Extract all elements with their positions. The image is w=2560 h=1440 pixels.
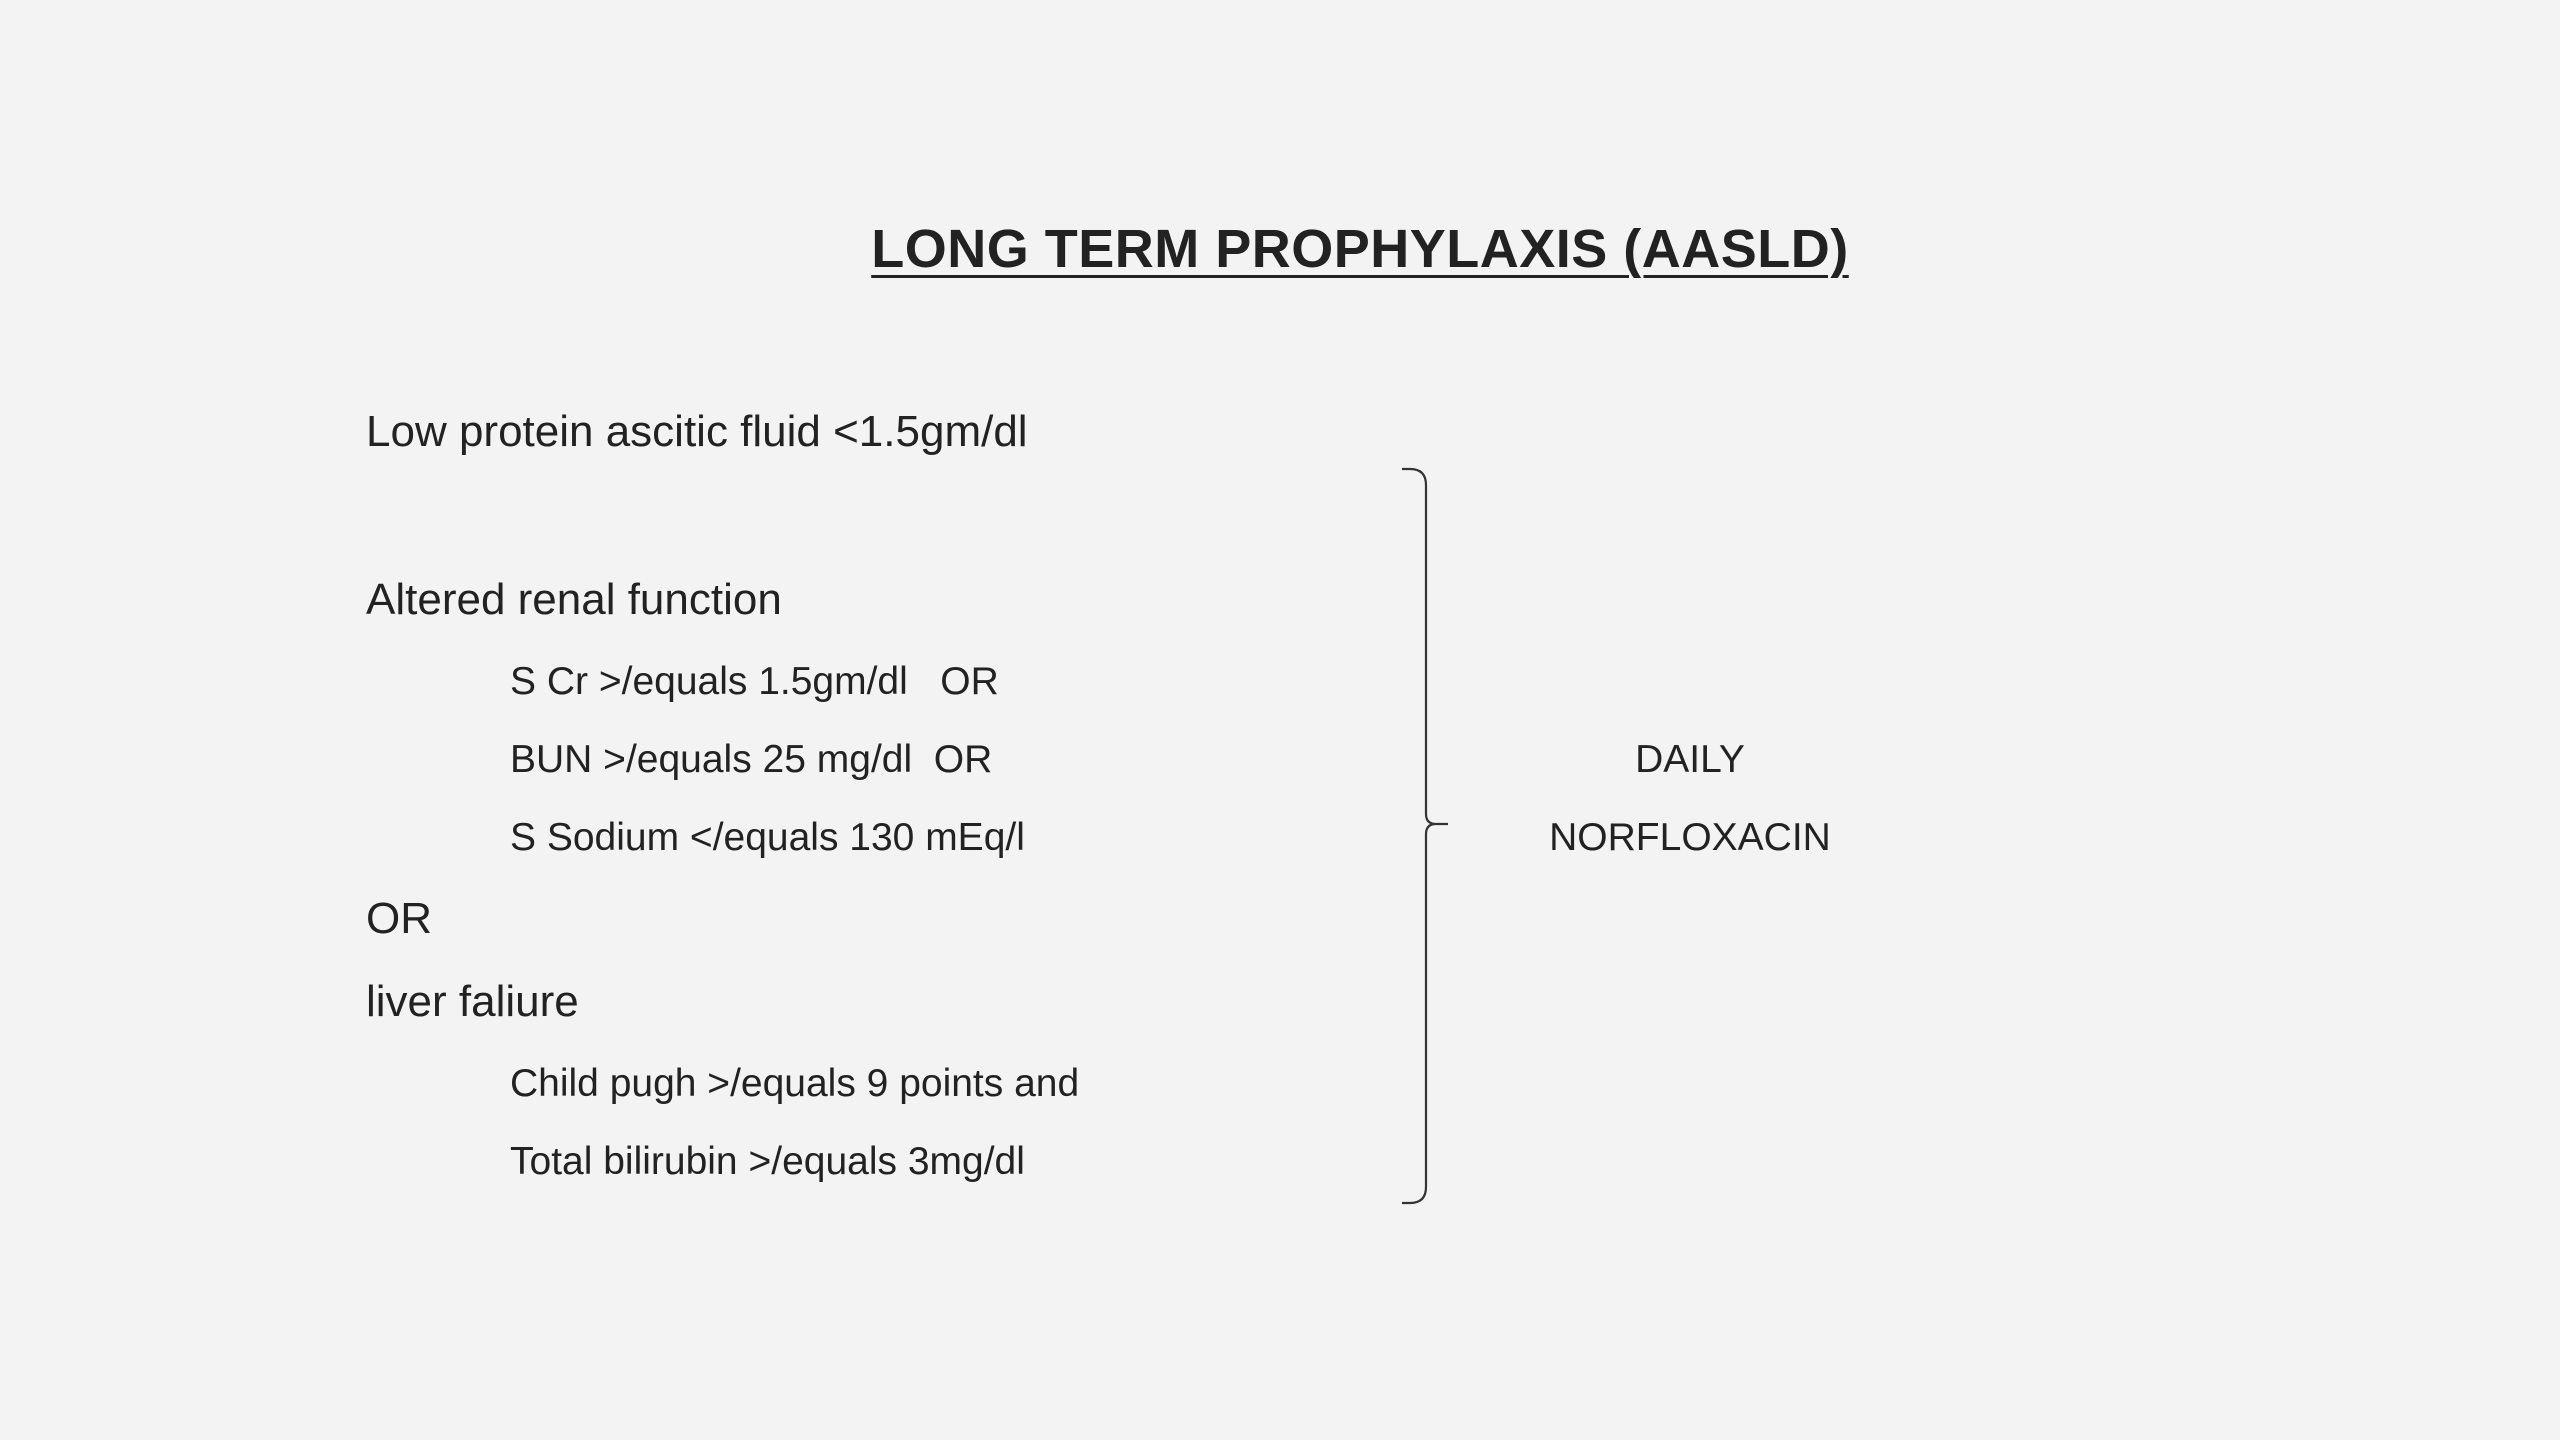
liver-item-child-pugh: Child pugh >/equals 9 points and bbox=[510, 1062, 1080, 1105]
renal-item-sodium: S Sodium </equals 130 mEq/l bbox=[510, 816, 1025, 859]
liver-item-bilirubin: Total bilirubin >/equals 3mg/dl bbox=[510, 1140, 1025, 1183]
renal-item-bun: BUN >/equals 25 mg/dl OR bbox=[510, 738, 993, 781]
liver-failure-heading: liver faliure bbox=[366, 977, 579, 1026]
slide-title: LONG TERM PROPHYLAXIS (AASLD) bbox=[871, 219, 1849, 279]
renal-item-creatinine: S Cr >/equals 1.5gm/dl OR bbox=[510, 660, 999, 703]
or-label: OR bbox=[366, 894, 432, 943]
result-norfloxacin: NORFLOXACIN bbox=[1549, 816, 1831, 859]
criterion-low-protein: Low protein ascitic fluid <1.5gm/dl bbox=[366, 407, 1028, 456]
result-daily: DAILY bbox=[1635, 738, 1745, 781]
right-curly-bracket bbox=[1392, 466, 1452, 1206]
renal-function-heading: Altered renal function bbox=[366, 575, 782, 624]
